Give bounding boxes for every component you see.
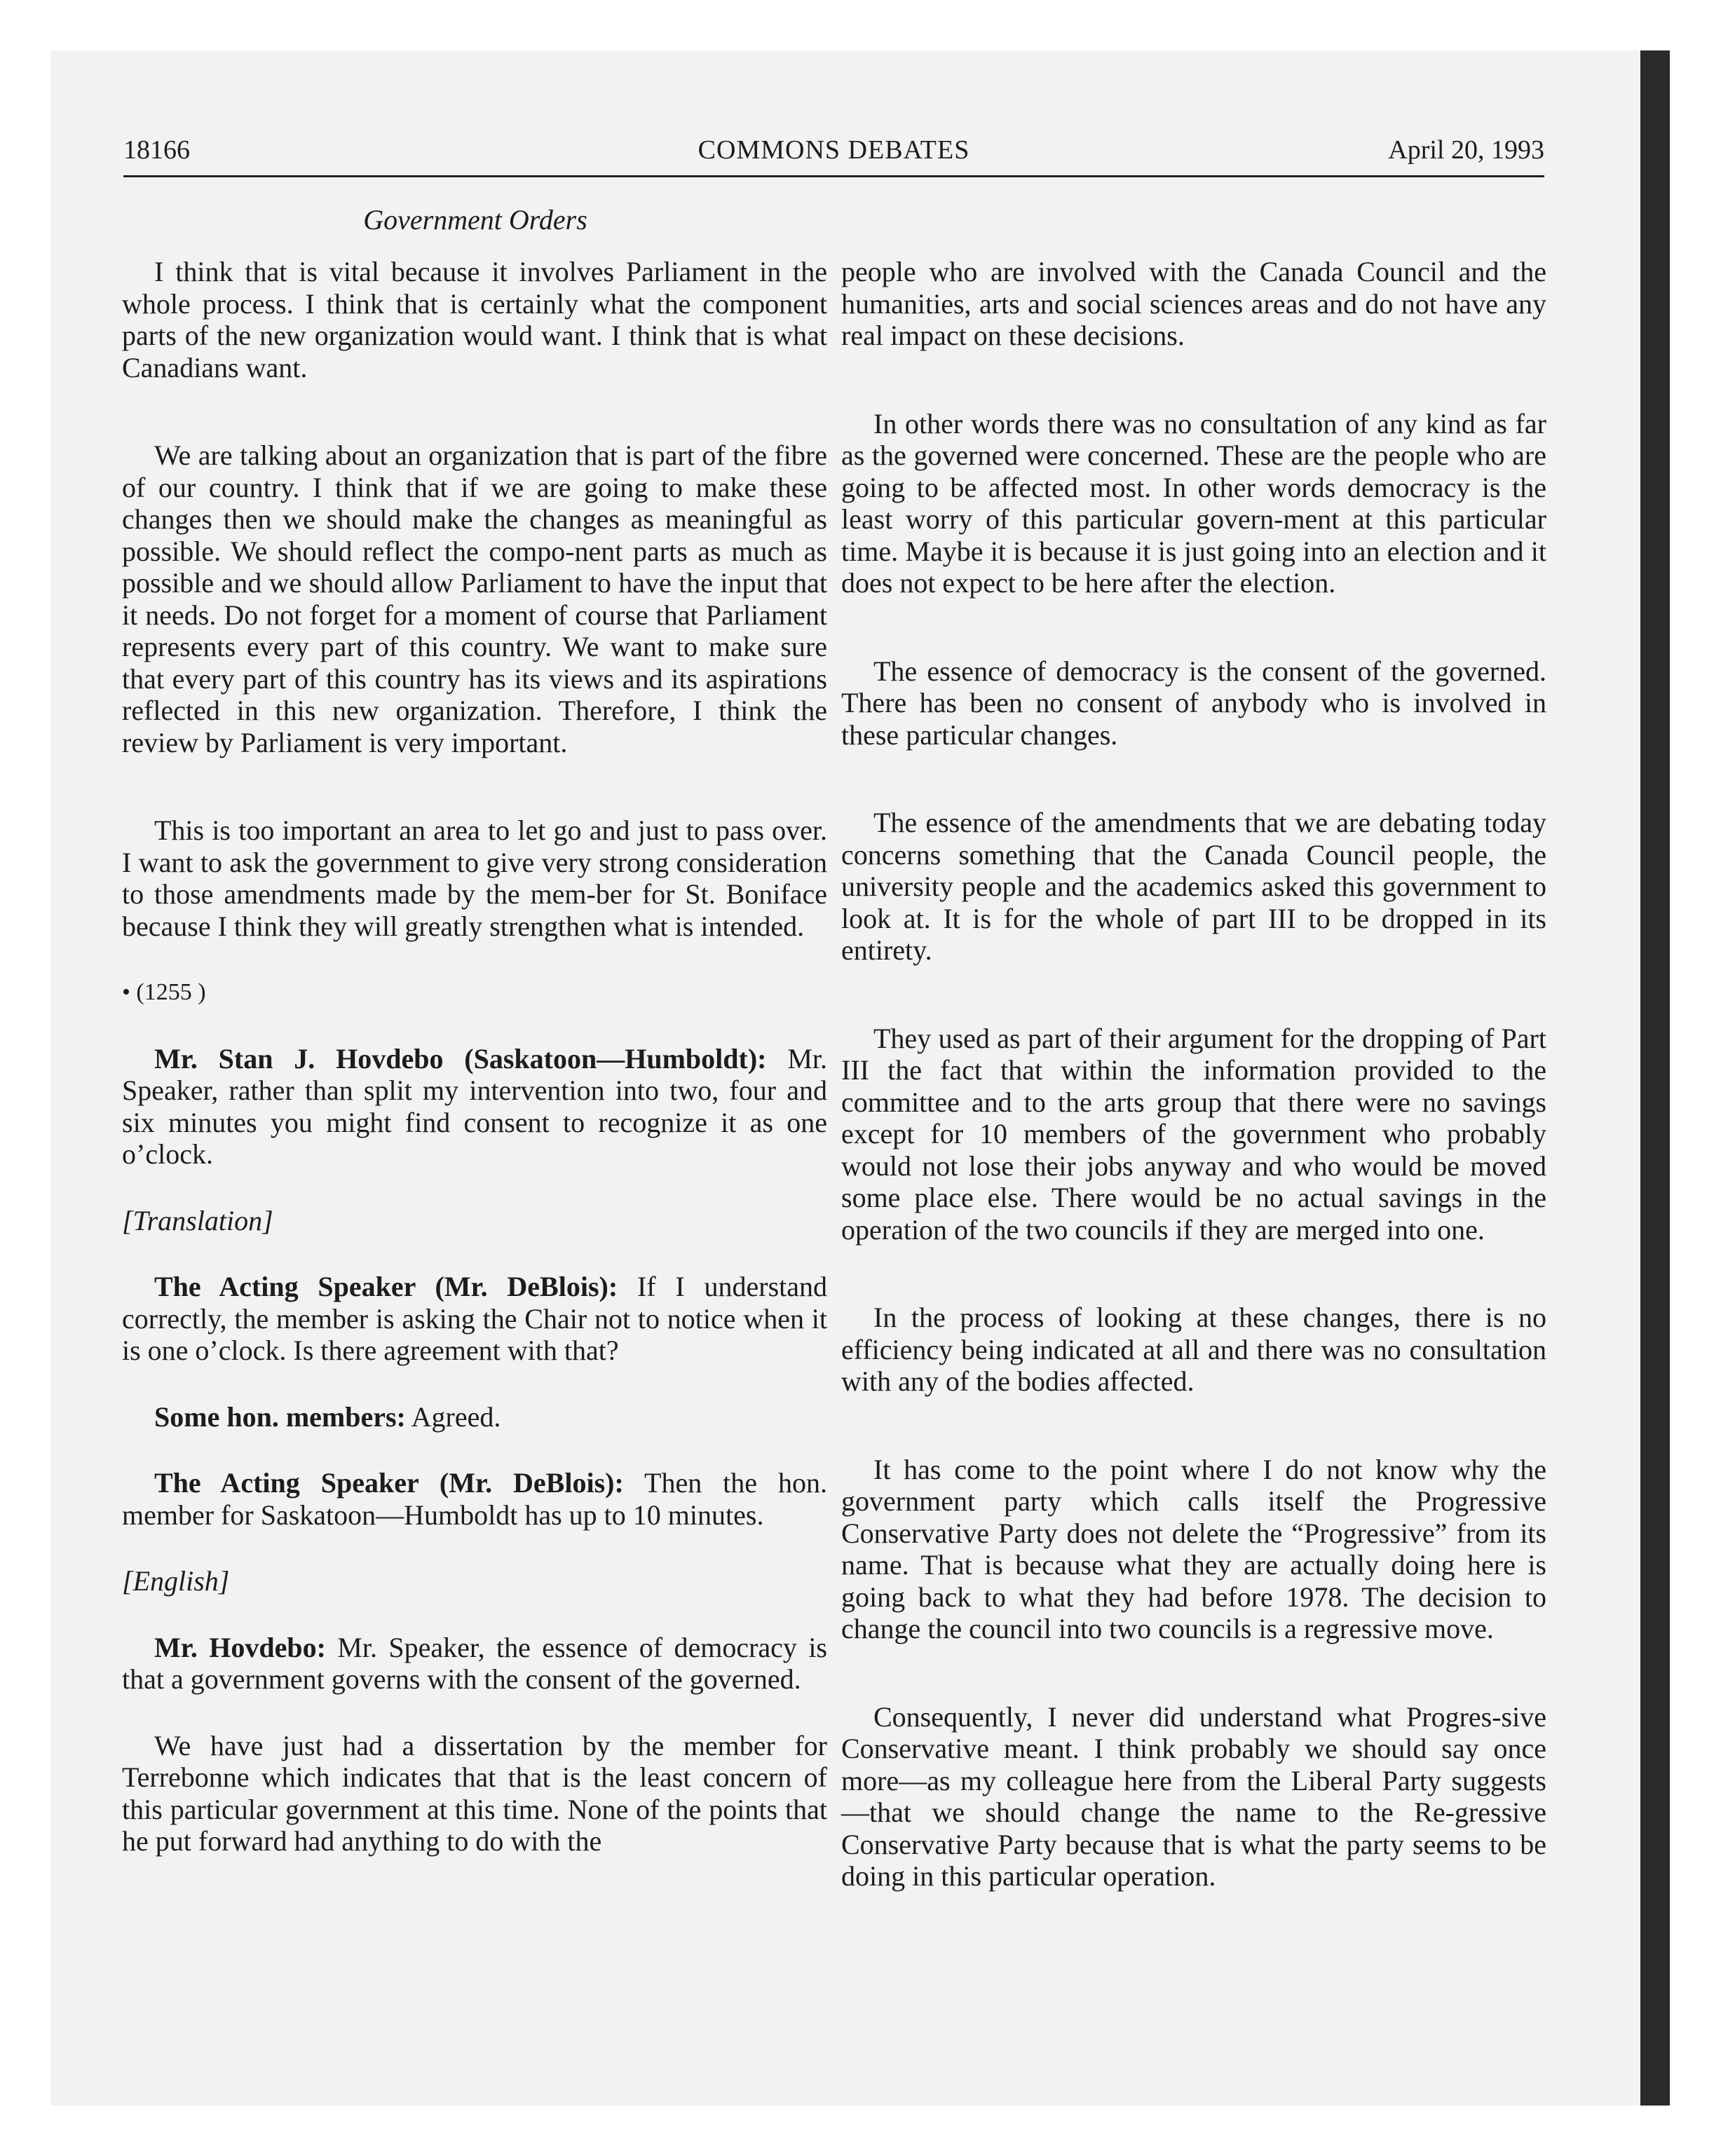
paragraph: people who are involved with the Canada Council and the humanities, arts and social sciences areas and do not have any real impact on these decisions. (841, 256, 1546, 351)
paragraph: I think that is vital because it involves Parliament in the whole process. I think that is certainly what the component parts of the new organization would want. I think that is what Canadians want. (122, 256, 827, 383)
speech-paragraph (122, 1271, 827, 1367)
speech-text: Then the hon. member for Saskatoon—Humboldt has up to 10 minutes. (122, 1467, 827, 1531)
left-column (122, 256, 827, 2036)
paragraph: This is too important an area to let go and just to pass over. I want to ask the government to give very strong consideration to those amendments made by the mem-ber for St. Boniface because I think they will greatly strengthen what is intended. (122, 814, 827, 942)
speech-text: Mr. Speaker, rather than split my intervention into two, four and six minutes you might find consent to recognize it as one o’clock. (122, 1042, 828, 1170)
publication-date: April 20, 1993 (1388, 135, 1544, 165)
paragraph: The essence of the amendments that we are debating today concerns something that the Canada Council people, the university people and the academics asked this government to look at. It is for the whole of part III to be dropped in its entirety. (841, 807, 1546, 966)
paragraph: They used as part of their argument for the dropping of Part III the fact that within the information provided to the committee and to the arts group that there were no savings except for 10 members of the government who probably would not lose their jobs anyway and who would be moved some place else. There would be no actual savings in the operation of the two councils if they are merged into one. (841, 1022, 1546, 1246)
speech-paragraph (122, 1043, 827, 1171)
speaker-name: The Acting Speaker (Mr. DeBlois): (154, 1467, 624, 1499)
speaker-name: The Acting Speaker (Mr. DeBlois): (154, 1271, 618, 1302)
section-heading: Government Orders (363, 204, 587, 236)
speech-paragraph (122, 1467, 827, 1531)
language-note: [English] (122, 1565, 230, 1597)
paragraph: We have just had a dissertation by the member for Terrebonne which indicates that that is the least concern of this particular government at this time. None of the points that he put forward had anything to do with the (122, 1729, 827, 1857)
paragraph: It has come to the point where I do not know why the government party which calls itself the Progressive Conservative Party does not delete the “Progressive” from its name. That is because what they are actually doing here is going back to what they had before 1978. The decision to change the council into two councils is a regressive move. (841, 1453, 1546, 1644)
paragraph: The essence of democracy is the consent of the governed. There has been no consent of anybody who is involved in these particular changes. (841, 655, 1546, 751)
right-column (841, 256, 1546, 2036)
page-header (123, 133, 1544, 177)
publication-title: COMMONS DEBATES (698, 135, 970, 165)
speech-text: Mr. Speaker, the essence of democracy is that a government governs with the consent of the governed. (122, 1631, 827, 1695)
page-number: 18166 (123, 135, 190, 165)
paragraph: We are talking about an organization that is part of the fibre of our country. I think that if we are going to make these changes then we should make the changes as meaningful as possible. We should reflect the compo-nent parts as much as possible and we should allow Parliament to have the input that it needs. Do not forget for a moment of course that Parliament represents every part of this country. We want to make sure that every part of this country has its views and its aspirations reflected in this new organization. Therefore, I think the review by Parliament is very important. (122, 439, 827, 758)
speech-paragraph (122, 1632, 827, 1696)
speech-text: Agreed. (405, 1400, 501, 1433)
language-note: [Translation] (122, 1204, 273, 1236)
speech-text: If I understand correctly, the member is asking the Chair not to notice when it is one o’clock. Is there agreement with that? (122, 1271, 828, 1366)
timestamp: • (1255 ) (122, 979, 206, 1005)
speaker-name: Mr. Stan J. Hovdebo (Saskatoon—Humboldt): (154, 1042, 767, 1074)
speaker-name: Some hon. members: (154, 1400, 406, 1433)
paragraph: In the process of looking at these changes, there is no efficiency being indicated at all and there was no consultation with any of the bodies affected. (841, 1302, 1546, 1397)
speaker-name: Mr. Hovdebo: (154, 1631, 326, 1663)
paragraph: In other words there was no consultation of any kind as far as the governed were concerned. These are the people who are going to be affected most. In other words democracy is the least worry of this particular govern-ment at this particular time. Maybe it is because it is just going into an election and it does not expect to be here after the election. (841, 407, 1546, 599)
binding-edge (1640, 50, 1670, 2106)
speech-paragraph (122, 1401, 827, 1433)
paragraph: Consequently, I never did understand what Progres-sive Conservative meant. I think probably we should say once more—as my colleague here from the Liberal Party suggests—that we should change the name to the Re-gressive Conservative Party because that is what the party seems to be doing in this particular operation. (841, 1700, 1546, 1892)
